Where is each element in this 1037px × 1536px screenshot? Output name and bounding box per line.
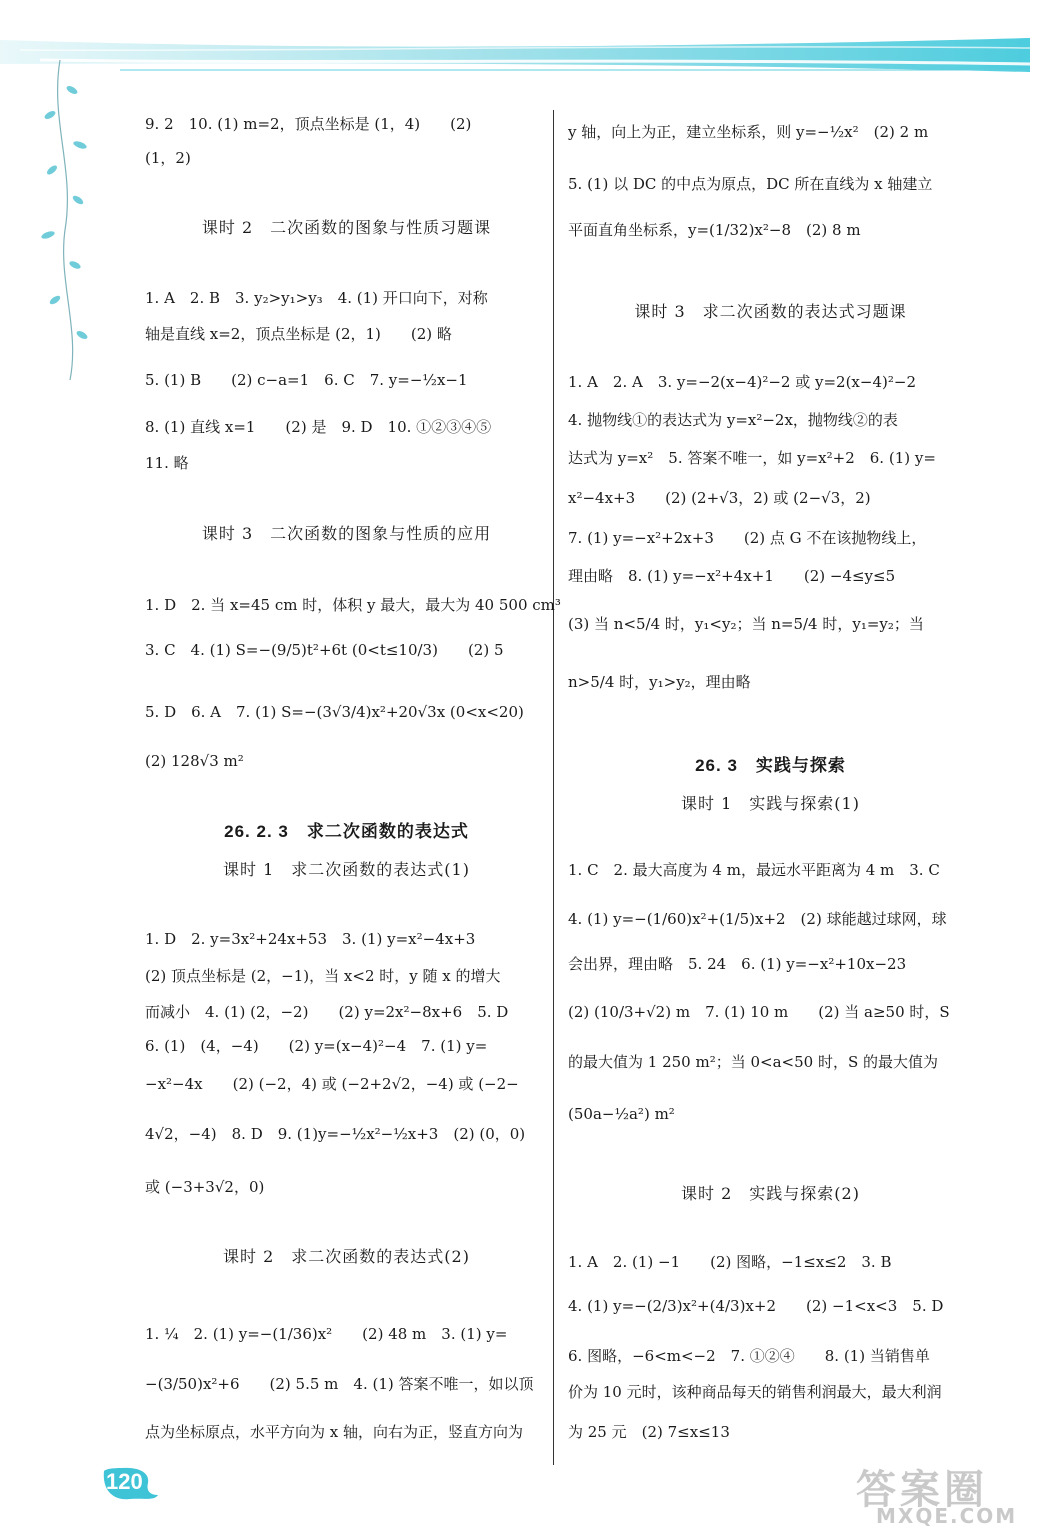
- answer-line: 会出界，理由略 5. 24 6. (1) y=−x²+10x−23: [568, 955, 907, 973]
- lesson-heading: 课时 3 求二次函数的表达式习题课: [634, 302, 907, 321]
- answer-line: 1. A 2. (1) −1 (2) 图略，−1≤x≤2 3. B: [568, 1253, 892, 1271]
- answer-line: 3. C 4. (1) S=−(9/5)t²+6t (0<t≤10/3) (2) 5: [145, 641, 504, 659]
- answer-line: 4. (1) y=−(2/3)x²+(4/3)x+2 (2) −1<x<3 5. D: [568, 1297, 944, 1315]
- section-heading: 26. 3 实践与探索: [695, 756, 846, 775]
- answer-line: n>5/4 时，y₁>y₂，理由略: [568, 673, 751, 691]
- watermark: [856, 1458, 1026, 1530]
- answer-line: x²−4x+3 (2) (2+√3，2) 或 (2−√3，2): [568, 489, 871, 507]
- answer-line: 6. 图略，−6<m<−2 7. ①②④ 8. (1) 当销售单: [568, 1347, 930, 1365]
- answer-line: 4. (1) y=−(1/60)x²+(1/5)x+2 (2) 球能越过球网，球: [568, 910, 947, 928]
- answer-line: 轴是直线 x=2，顶点坐标是 (2，1) (2) 略: [145, 325, 452, 343]
- answer-line: 11. 略: [145, 454, 189, 472]
- watermark-sub: MXQE.COM: [876, 1504, 1018, 1528]
- page-number-badge: [100, 1465, 160, 1505]
- answer-line: 1. A 2. B 3. y₂>y₁>y₃ 4. (1) 开口向下，对称: [145, 289, 488, 307]
- lesson-heading: 课时 1 实践与探索(1): [681, 794, 860, 813]
- watermark-main: 答案圈: [856, 1467, 988, 1513]
- lesson-heading: 课时 3 二次函数的图象与性质的应用: [201, 524, 492, 543]
- answer-line: 6. (1) (4，−4) (2) y=(x−4)²−4 7. (1) y=: [145, 1037, 488, 1055]
- answer-line: 的最大值为 1 250 m²；当 0<a<50 时，S 的最大值为: [568, 1053, 939, 1071]
- answer-line: 1. C 2. 最大高度为 4 m，最远水平距离为 4 m 3. C: [568, 861, 940, 879]
- answer-line: 点为坐标原点，水平方向为 x 轴，向右为正，竖直方向为: [145, 1423, 523, 1441]
- answer-line: 1. D 2. y=3x²+24x+53 3. (1) y=x²−4x+3: [145, 930, 476, 948]
- answer-line: 1. A 2. A 3. y=−2(x−4)²−2 或 y=2(x−4)²−2: [568, 373, 916, 391]
- answer-line: −(3/50)x²+6 (2) 5.5 m 4. (1) 答案不唯一，如以顶: [145, 1375, 534, 1393]
- answer-line: (2) (10/3+√2) m 7. (1) 10 m (2) 当 a≥50 时，S: [568, 1003, 950, 1021]
- answer-line: 5. D 6. A 7. (1) S=−(3√3/4)x²+20√3x (0<x<20): [145, 703, 524, 721]
- answer-line: 或 (−3+3√2，0): [145, 1178, 265, 1196]
- answer-line: 达式为 y=x² 5. 答案不唯一，如 y=x²+2 6. (1) y=: [568, 449, 936, 467]
- answer-line: (2) 顶点坐标是 (2，−1)，当 x<2 时，y 随 x 的增大: [145, 967, 501, 985]
- answer-line: (2) 128√3 m²: [145, 752, 244, 770]
- vine-decoration: [20, 60, 110, 380]
- answer-line: 1. ¼ 2. (1) y=−(1/36)x² (2) 48 m 3. (1) y=: [145, 1325, 508, 1343]
- lesson-heading: 课时 2 实践与探索(2): [681, 1184, 860, 1203]
- column-divider: [553, 110, 554, 1465]
- answer-line: 为 25 元 (2) 7≤x≤13: [568, 1423, 730, 1441]
- lesson-heading: 课时 2 二次函数的图象与性质习题课: [201, 218, 492, 237]
- answer-line: (3) 当 n<5/4 时，y₁<y₂；当 n=5/4 时，y₁=y₂；当: [568, 615, 924, 633]
- answer-line: 4√2，−4) 8. D 9. (1)y=−½x²−½x+3 (2) (0，0): [145, 1125, 526, 1143]
- answer-line: 价为 10 元时，该种商品每天的销售利润最大，最大利润: [568, 1383, 942, 1401]
- answer-line: 9. 2 10. (1) m=2，顶点坐标是 (1，4) (2): [145, 115, 472, 133]
- answer-line: 5. (1) 以 DC 的中点为原点，DC 所在直线为 x 轴建立: [568, 175, 933, 193]
- answer-line: 4. 抛物线①的表达式为 y=x²−2x，抛物线②的表: [568, 411, 898, 429]
- answer-line: 平面直角坐标系，y=(1/32)x²−8 (2) 8 m: [568, 221, 861, 239]
- section-heading: 26. 2. 3 求二次函数的表达式: [224, 822, 469, 841]
- answer-line: 而减小 4. (1) (2，−2) (2) y=2x²−8x+6 5. D: [145, 1003, 509, 1021]
- answer-line: 7. (1) y=−x²+2x+3 (2) 点 G 不在该抛物线上，: [568, 529, 927, 547]
- page-number: 120: [106, 1469, 143, 1494]
- answer-line: y 轴，向上为正，建立坐标系，则 y=−½x² (2) 2 m: [568, 123, 929, 141]
- lesson-heading: 课时 1 求二次函数的表达式(1): [223, 860, 470, 879]
- answer-line: 理由略 8. (1) y=−x²+4x+1 (2) −4≤y≤5: [568, 567, 896, 585]
- answer-line: 1. D 2. 当 x=45 cm 时，体积 y 最大，最大为 40 500 cm³: [145, 596, 561, 614]
- answer-line: −x²−4x (2) (−2，4) 或 (−2+2√2，−4) 或 (−2−: [145, 1075, 519, 1093]
- answer-line: (50a−½a²) m²: [568, 1105, 675, 1123]
- header-banner: [0, 0, 1037, 110]
- answer-line: 8. (1) 直线 x=1 (2) 是 9. D 10. ①②③④⑤: [145, 418, 492, 436]
- answer-line: (1，2): [145, 149, 191, 167]
- lesson-heading: 课时 2 求二次函数的表达式(2): [223, 1247, 470, 1266]
- answer-line: 5. (1) B (2) c−a=1 6. C 7. y=−½x−1: [145, 371, 468, 389]
